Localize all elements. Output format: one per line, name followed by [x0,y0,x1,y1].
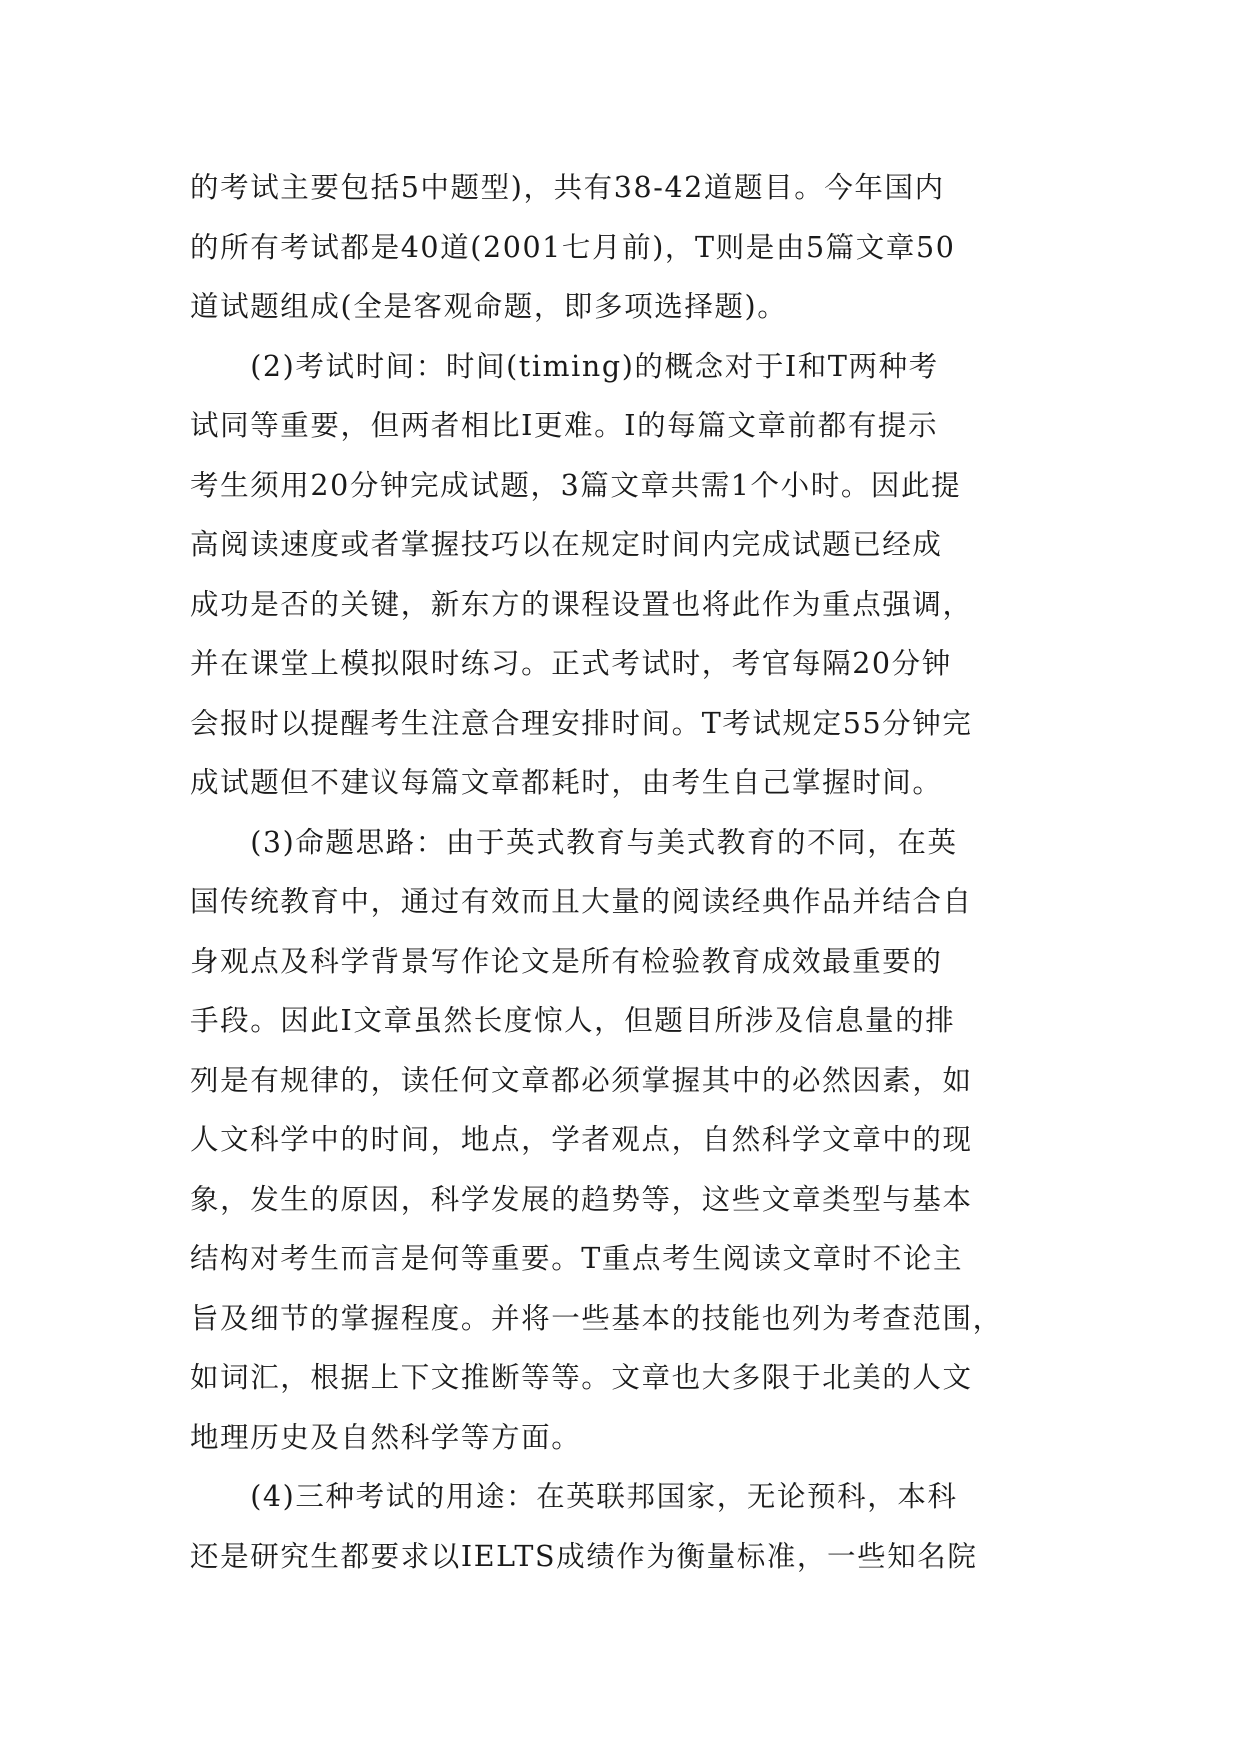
text-line: 国传统教育中，通过有效而且大量的阅读经典作品并结合自 [190,885,973,918]
text-line: 结构对考生而言是何等重要。T重点考生阅读文章时不论主 [190,1242,964,1275]
text-line: 人文科学中的时间，地点，学者观点，自然科学文章中的现 [190,1123,973,1156]
text-line: 并在课堂上模拟限时练习。正式考试时，考官每隔20分钟 [190,647,952,680]
text-line: 成功是否的关键，新东方的课程设置也将此作为重点强调， [190,587,973,621]
text-line: (4)三种考试的用途：在英联邦国家，无论预科，本科 [190,1480,958,1513]
text-line: 道试题组成(全是客观命题，即多项选择题)。 [190,290,788,323]
text-line: 试同等重要，但两者相比I更难。I的每篇文章前都有提示 [190,409,939,442]
text-line: 如词汇，根据上下文推断等等。文章也大多限于北美的人文 [190,1361,973,1394]
text-line: 会报时以提醒考生注意合理安排时间。T考试规定55分钟完 [190,706,973,740]
text-line: 地理历史及自然科学等方面。 [190,1420,582,1454]
text-line: (2)考试时间：时间(timing)的概念对于I和T两种考 [190,349,939,383]
text-line: 的考试主要包括5中题型)，共有38-42道题目。今年国内 [190,171,945,204]
text-line: (3)命题思路：由于英式教育与美式教育的不同，在英 [190,825,958,859]
text-line: 高阅读速度或者掌握技巧以在规定时间内完成试题已经成 [190,528,943,561]
text-line: 列是有规律的，读任何文章都必须掌握其中的必然因素，如 [190,1063,973,1097]
document-body [190,158,1070,1586]
text-line: 还是研究生都要求以IELTS成绩作为衡量标准，一些知名院 [190,1539,978,1573]
text-line: 考生须用20分钟完成试题，3篇文章共需1个小时。因此提 [190,468,962,502]
text-line: 成试题但不建议每篇文章都耗时，由考生自己掌握时间。 [190,766,943,799]
text-line: 象，发生的原因，科学发展的趋势等，这些文章类型与基本 [190,1182,973,1216]
text-line: 身观点及科学背景写作论文是所有检验教育成效最重要的 [190,944,943,978]
text-line: 手段。因此I文章虽然长度惊人，但题目所涉及信息量的排 [190,1004,956,1037]
text-line: 旨及细节的掌握程度。并将一些基本的技能也列为考查范围， [190,1301,1003,1335]
text-line: 的所有考试都是40道(2001七月前)，T则是由5篇文章50 [190,230,956,264]
